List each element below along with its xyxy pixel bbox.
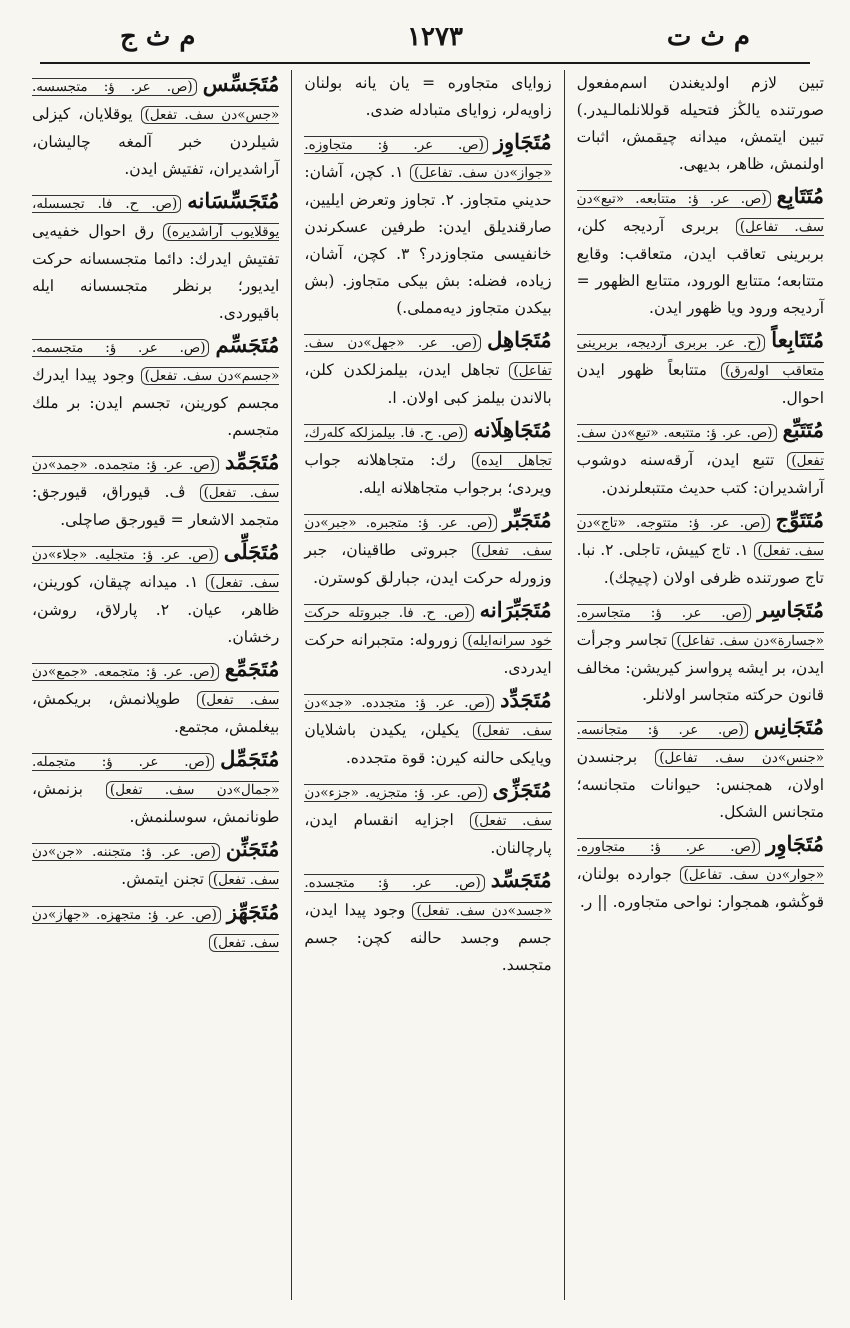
header-rule bbox=[40, 62, 810, 64]
entry-grammar-box: (ص. عر. «جهل»دن سف. تفاعل) bbox=[304, 335, 552, 379]
entry-definition: تتبع ايدن، آرقه‌سنه دوشوب آراشديران: كتب حديث متتبعلرندن. bbox=[576, 451, 824, 497]
entry-definition: بزنمش، طونانمش، سوسلنمش. bbox=[32, 780, 280, 826]
entry-headword: مُتَجَبِّرَانه bbox=[479, 597, 552, 622]
entry-headword: مُتَجَمِّع bbox=[224, 656, 280, 681]
entry-headword: مُتَتَوِّج bbox=[775, 507, 824, 532]
running-head-right: م ث ت bbox=[666, 22, 750, 52]
dictionary-entry bbox=[577, 713, 824, 826]
entry-headword: مُتَتَابِعاً bbox=[771, 327, 824, 352]
dictionary-entry bbox=[304, 506, 551, 592]
entry-grammar-box: (ص. عر. ؤ: متجننه. «جن»دن سف. تفعل) bbox=[32, 844, 280, 888]
entry-grammar-box: (ص. عر. ؤ: متجمعه. «جمع»دن سف. تفعل) bbox=[32, 664, 280, 708]
dictionary-entry bbox=[32, 835, 279, 894]
entry-definition: ١. ميدانه چيقان، كورينن، ظاهر، عيان. ٢. پارلاق، روشن، رخشان. bbox=[32, 573, 280, 646]
entry-headword: مُتَجَسِّم bbox=[215, 332, 280, 357]
entry-definition: تبين لازم اولديغندن اسم‌مفعول صورتنده يالڭز فتحيله قوللانلمالـيدر.) تبين ايتمش، ميدانه چيقمش، اثبات اولنمش، ظاهر، بديهى. bbox=[576, 74, 824, 173]
column-middle bbox=[292, 70, 564, 1300]
entry-grammar-box: (ص. عر. ؤ: متجاوزه. «جواز»دن سف. تفاعل) bbox=[304, 137, 552, 181]
entry-headword: مُتَجَاوِز bbox=[493, 129, 552, 154]
entry-grammar-box: (ص. عر. ؤ: متجاوره. «جوار»دن سف. تفاعل) bbox=[576, 839, 824, 883]
entry-grammar-box: (ص. عر. ؤ: متجدده. «جد»دن سف. تفعل) bbox=[304, 695, 552, 739]
entry-definition: يوقلايان، كيزلى شيلردن خبر آلمغه چاليشان، آراشديران، تفتيش ايدن. bbox=[32, 105, 280, 178]
entry-grammar-box: (ح. عر. بربرى آرديجه، بربرينى متعاقب اوله‌رق) bbox=[576, 335, 824, 379]
dictionary-columns bbox=[20, 70, 836, 1300]
entry-grammar-box: (ص. عر. ؤ: متجمله. «جمال»دن سف. تفعل) bbox=[32, 754, 280, 798]
entry-grammar-box: (ص. عر. ؤ: متتابعه. «تبع»دن سف. تفاعل) bbox=[576, 191, 824, 235]
entry-headword: مُتَجَاسِر bbox=[757, 597, 824, 622]
entry-definition: متتابعاً ظهور ايدن احوال. bbox=[576, 361, 824, 407]
entry-definition: ڤ. قيوراق، قيورجق: متجمد الاشعار = قيورجق صاچلى. bbox=[32, 483, 280, 529]
entry-definition: وجود پيدا ايدرك مجسم كورينن، تجسم ايدن: بر ملك متجسم. bbox=[32, 366, 280, 439]
entry-definition: اجزايه انقسام ايدن، پارچالنان. bbox=[304, 811, 552, 857]
entry-headword: مُتَجَنِّن bbox=[225, 836, 280, 861]
entry-headword: مُتَجَانِس bbox=[753, 714, 824, 739]
dictionary-entry bbox=[304, 128, 551, 322]
entry-headword: مُتَجَاوِر bbox=[766, 831, 824, 856]
entry-definition: جبروتى طاقينان، جبر وزورله حركت ايدن، جبارلق كوسترن. bbox=[304, 541, 552, 587]
entry-headword: مُتَجَمِّل bbox=[220, 746, 280, 771]
dictionary-entry bbox=[577, 416, 824, 502]
page-header bbox=[60, 22, 810, 62]
entry-definition: رق احوال خفيه‌يى تفتيش ايدرك: دائما متجسسانه حركت ايديور؛ برنظر متجسسانه ايله باقيوردى. bbox=[32, 222, 280, 322]
entry-headword: مُتَتَابِع bbox=[776, 183, 824, 208]
entry-grammar-box: (ص. عر. ؤ: متجليه. «جلاء»دن سف. تفعل) bbox=[32, 547, 280, 591]
dictionary-entry bbox=[32, 898, 279, 957]
entry-definition: وجود پيدا ايدن، جسم وجسد حالنه كچن: جسم متجسد. bbox=[304, 901, 552, 974]
dictionary-entry bbox=[304, 70, 551, 124]
entry-definition: زواياى متجاوره = يان يانه بولنان زاويه‌لر، زواياى متبادله ضدى. bbox=[304, 74, 552, 119]
entry-grammar-box: (ص. عر. ؤ: متجهزه. «جهاز»دن سف. تفعل) bbox=[32, 907, 280, 951]
entry-headword: مُتَتَبِّع bbox=[782, 417, 824, 442]
entry-definition: برجنسدن اولان، همجنس: حيوانات متجانسه؛ متجانس الشكل. bbox=[576, 748, 824, 821]
entry-definition: طوپلانمش، بريكمش، بيغلمش، مجتمع. bbox=[32, 690, 280, 736]
entry-grammar-box: (ص. ح. فا. تجسسله، يوقلايوب آراشديره‌) bbox=[32, 196, 280, 240]
entry-definition: ١. كچن، آشان: حديني متجاوز. ٢. تجاوز وتعرض ايليين، صارقنديلق ايدن: طرفين عسكرندن خانفيسى متجاوزدر؟ ٣. كچن، آشان، زياده، فضله: بش بيكى متجاوز. (بش بيكدن متجاوز ديه‌مملى.) bbox=[304, 163, 552, 317]
entry-headword: مُتَجَاهِل bbox=[487, 327, 552, 352]
entry-grammar-box: (ص. عر. ؤ: متجمده. «جمد»دن سف. تفعل) bbox=[32, 457, 280, 501]
entry-headword: مُتَجَمِّد bbox=[225, 449, 280, 474]
dictionary-entry bbox=[577, 70, 824, 178]
entry-grammar-box: (ص. عر. ؤ: متجسمه. «جسم»دن سف. تفعل) bbox=[32, 340, 280, 384]
entry-grammar-box: (ص. عر. ؤ: متجبره. «جبر»دن سف. تفعل) bbox=[304, 515, 552, 559]
dictionary-entry bbox=[32, 70, 279, 183]
entry-definition: تجنن ايتمش. bbox=[121, 870, 204, 888]
entry-definition: بربرى آرديجه كلن، بربرينى تعاقب ايدن، متعاقب: وقايع متتابعه؛ متتابع الورود، متتابع الظهور = آرديجه ورود ويا ظهور ايدن. bbox=[576, 217, 824, 317]
entry-definition: تجاهل ايدن، بيلمزلكدن كلن، بالاندن بيلمز كبى اولان. ا. bbox=[304, 361, 552, 407]
dictionary-entry bbox=[577, 506, 824, 592]
entry-grammar-box: (ص. عر. ؤ: متتبعه. «تبع»دن سف. تفعل) bbox=[576, 425, 824, 469]
column-right bbox=[565, 70, 836, 1300]
entry-headword: مُتَجَلِّى bbox=[223, 539, 280, 564]
entry-definition: تجاسر وجرأت ايدن، بر ايشه پرواسز كيريشن: مخالف قانون حركته متجاسر اولانلر. bbox=[576, 631, 824, 704]
dictionary-entry bbox=[32, 187, 279, 327]
entry-grammar-box: (ص. عر. ؤ: متجسسه. «جس»دن سف. تفعل) bbox=[32, 79, 280, 123]
entry-headword: مُتَجَبِّر bbox=[502, 507, 552, 532]
entry-definition: زوروله: متجبرانه حركت ايدردى. bbox=[304, 631, 552, 677]
dictionary-entry bbox=[304, 866, 551, 979]
running-head-left: م ث ج bbox=[120, 22, 196, 52]
dictionary-entry bbox=[32, 448, 279, 534]
dictionary-entry bbox=[32, 745, 279, 831]
entry-headword: مُتَجَسِّد bbox=[490, 867, 552, 892]
entry-headword: مُتَجَدِّد bbox=[500, 687, 552, 712]
entry-definition: ١. تاج كييش، تاجلى. ٢. نبا. تاج صورتنده ظرفى اولان (چيچك). bbox=[576, 541, 824, 587]
dictionary-entry bbox=[577, 326, 824, 412]
dictionary-entry bbox=[577, 596, 824, 709]
entry-headword: مُتَجَسِّس bbox=[202, 71, 280, 96]
dictionary-entry bbox=[577, 830, 824, 916]
entry-grammar-box: (ص. عر. ؤ: متجزيه. «جزء»دن سف. تفعل) bbox=[304, 785, 552, 829]
dictionary-entry bbox=[32, 538, 279, 651]
entry-grammar-box: (ص. ح. فا. جبروتله حركت خود سرانه‌ايله) bbox=[304, 605, 552, 649]
dictionary-entry bbox=[304, 596, 551, 682]
entry-grammar-box: (ص. عر. ؤ: متجانسه. «جنس»دن سف. تفاعل) bbox=[576, 722, 824, 766]
page-number: ۱۲۷۳ bbox=[407, 22, 463, 52]
dictionary-entry bbox=[304, 326, 551, 412]
entry-definition: جوارده بولنان، قوڭشو، همجوار: نواحى متجاوره. || ر. bbox=[576, 865, 824, 911]
dictionary-entry bbox=[577, 182, 824, 322]
dictionary-entry bbox=[304, 416, 551, 502]
dictionary-entry bbox=[32, 331, 279, 444]
entry-grammar-box: (ص. عر. ؤ: متجاسره. «جسارة»دن سف. تفاعل) bbox=[576, 605, 824, 649]
dictionary-entry bbox=[32, 655, 279, 741]
entry-headword: مُتَجَهِّز bbox=[226, 899, 280, 924]
entry-grammar-box: (ص. عر. ؤ: متجسده. «جسد»دن سف. تفعل) bbox=[304, 875, 552, 919]
entry-grammar-box: (ص. عر. ؤ: متتوجه. «تاج»دن سف. تفعل) bbox=[576, 515, 824, 559]
entry-definition: يكيلن، يكيدن باشلايان ويايكى حالنه كيرن: قوة متجدده. bbox=[304, 721, 552, 767]
column-left bbox=[20, 70, 292, 1300]
dictionary-entry bbox=[304, 686, 551, 772]
entry-grammar-box: (ص. ح. فا. بيلمزلكه كله‌رك، تجاهل ايده‌) bbox=[304, 425, 552, 469]
entry-headword: مُتَجَسِّسَانه bbox=[187, 188, 280, 213]
entry-definition: رك: متجاهلانه جواب ويردى؛ برجواب متجاهلانه ايله. bbox=[304, 451, 552, 497]
entry-headword: مُتَجَاهِلَانه bbox=[473, 417, 552, 442]
entry-headword: مُتَجَزِّى bbox=[492, 777, 552, 802]
dictionary-entry bbox=[304, 776, 551, 862]
